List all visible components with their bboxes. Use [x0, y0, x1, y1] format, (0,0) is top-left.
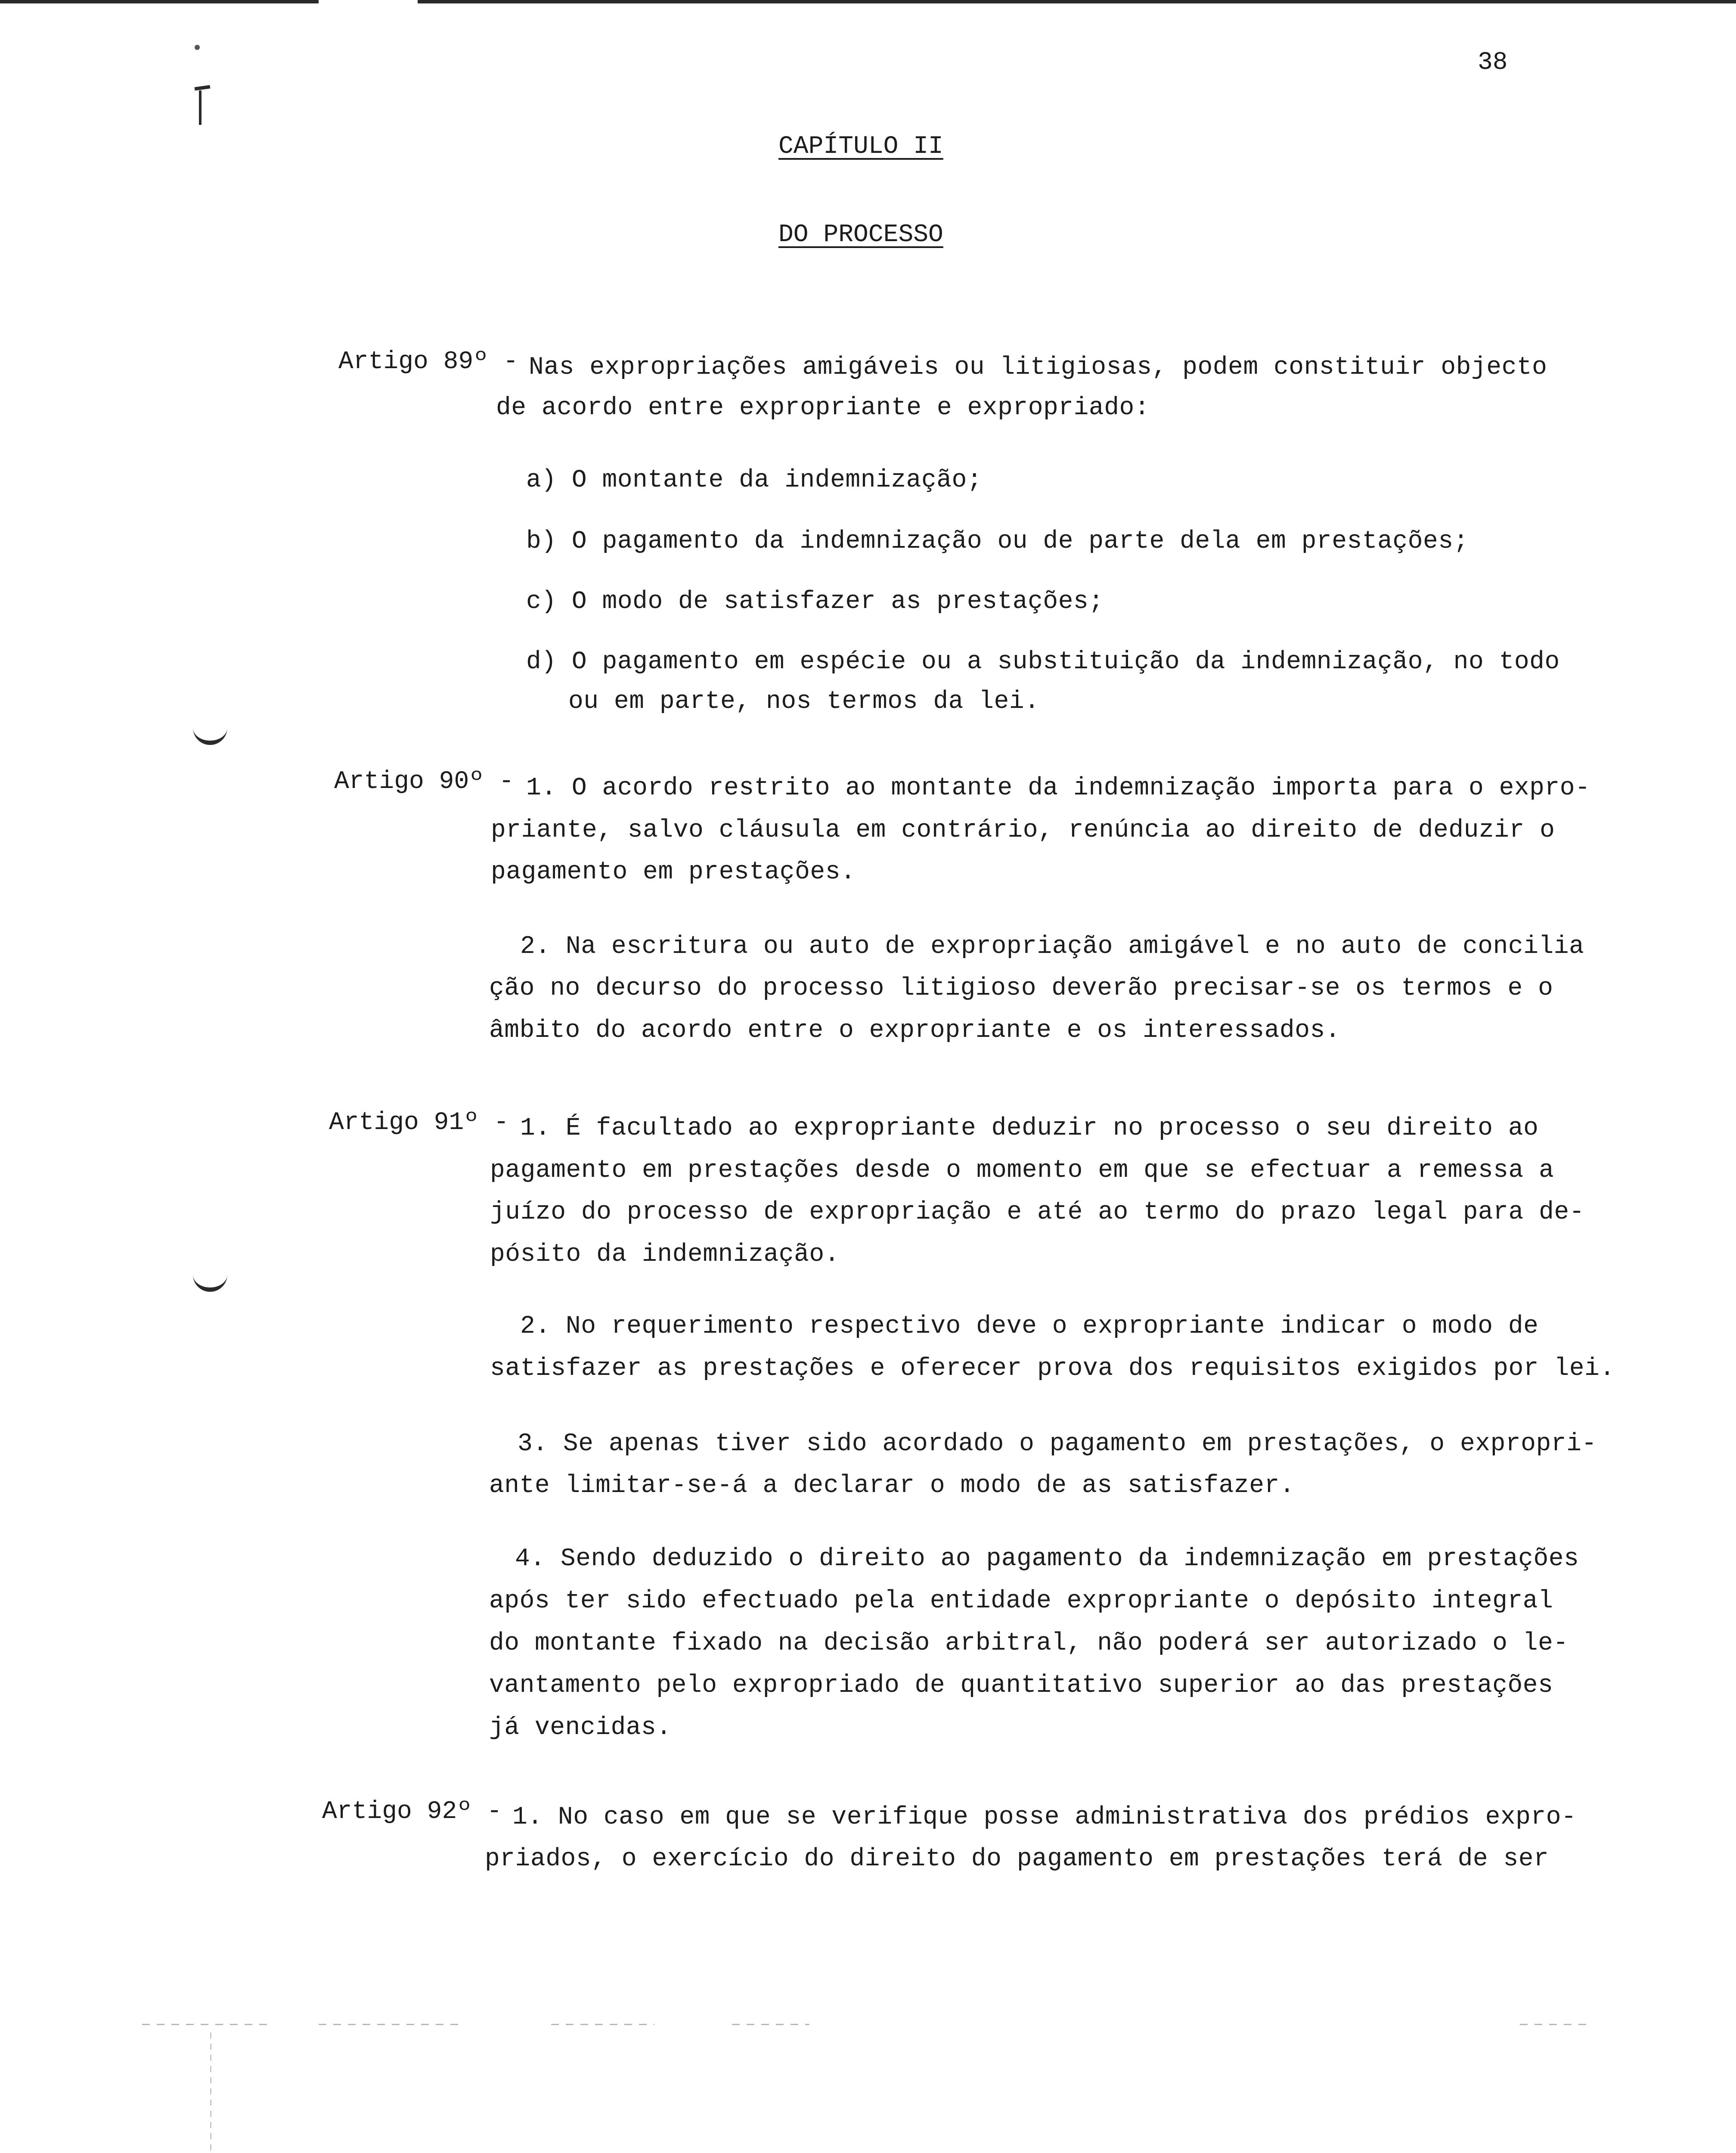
article-text-line: ção no decurso do processo litigioso deverão precisar-se os termos e o — [489, 974, 1553, 1002]
margin-dot — [195, 45, 200, 50]
page-number: 38 — [1478, 49, 1508, 77]
article-text-line: âmbito do acordo entre o expropriante e os interessados. — [489, 1017, 1341, 1045]
article-text-line: priante, salvo cláusula em contrário, renúncia ao direito de deduzir o — [491, 816, 1555, 844]
article-text-line: pósito da indemnização. — [490, 1241, 840, 1269]
scan-artifact-line — [142, 2024, 271, 2025]
list-item: d) O pagamento em espécie ou a substituição da indemnização, no todo — [526, 648, 1560, 676]
list-item: a) O montante da indemnização; — [526, 466, 983, 494]
article-text-line: 3. Se apenas tiver sido acordado o pagamento em prestações, o expropri- — [518, 1430, 1597, 1458]
article-text-line: 1. No caso em que se verifique posse administrativa dos prédios expro- — [512, 1803, 1577, 1831]
scan-artifact-line — [732, 2024, 809, 2025]
article-text-line: 4. Sendo deduzido o direito ao pagamento da indemnização em prestações — [515, 1545, 1579, 1573]
article-text-line: de acordo entre expropriante e expropriado: — [496, 394, 1150, 422]
margin-hook-mark — [193, 723, 227, 745]
article-text-line: 2. No requerimento respectivo deve o expropriante indicar o modo de — [520, 1312, 1539, 1340]
article-text-line: Nas expropriações amigáveis ou litigiosas, podem constituir objecto — [529, 354, 1547, 382]
article-label: Artigo 89º - — [338, 348, 518, 376]
scan-artifact-line — [319, 2024, 461, 2025]
article-text-line: do montante fixado na decisão arbitral, não poderá ser autorizado o le- — [489, 1629, 1569, 1657]
list-item-continuation: ou em parte, nos termos da lei. — [568, 688, 1040, 716]
article-text-line: pagamento em prestações. — [491, 858, 856, 886]
article-text-line: satisfazer as prestações e oferecer prova dos requisitos exigidos por lei. — [490, 1355, 1615, 1383]
article-text-line: após ter sido efectuado pela entidade expropriante o depósito integral — [489, 1587, 1553, 1615]
article-label: Artigo 92º - — [322, 1798, 502, 1826]
scan-artifact-line — [1520, 2024, 1593, 2025]
margin-mark-stem — [199, 90, 202, 125]
article-text-line: 2. Na escritura ou auto de expropriação amigável e no auto de concilia — [520, 933, 1584, 961]
article-text-line: juízo do processo de expropriação e até ao termo do prazo legal para de- — [490, 1198, 1585, 1226]
article-text-line: vantamento pelo expropriado de quantitativo superior ao das prestações — [489, 1672, 1553, 1700]
article-text-line: pagamento em prestações desde o momento em que se efectuar a remessa a — [490, 1157, 1554, 1185]
margin-hook-mark — [193, 1270, 227, 1292]
article-text-line: já vencidas. — [489, 1714, 672, 1742]
article-text-line: ante limitar-se-á a declarar o modo de as satisfazer. — [489, 1472, 1295, 1500]
article-label: Artigo 91º - — [329, 1109, 509, 1137]
section-heading: DO PROCESSO — [778, 221, 943, 249]
scan-artifact-line — [551, 2024, 654, 2025]
article-label: Artigo 90º - — [334, 768, 514, 796]
top-edge-gap — [319, 0, 418, 3]
list-item: b) O pagamento da indemnização ou de parte dela em prestações; — [526, 527, 1469, 555]
margin-mark — [195, 85, 211, 91]
article-text-line: 1. O acordo restrito ao montante da indemnização importa para o expro- — [526, 774, 1590, 802]
list-item: c) O modo de satisfazer as prestações; — [526, 588, 1104, 616]
article-text-line: 1. É facultado ao expropriante deduzir no processo o seu direito ao — [520, 1114, 1539, 1142]
article-text-line: priados, o exercício do direito do pagamento em prestações terá de ser — [485, 1845, 1549, 1873]
top-edge-line — [0, 0, 1736, 3]
scan-artifact-edge — [210, 2032, 211, 2153]
chapter-heading: CAPÍTULO II — [778, 133, 943, 161]
